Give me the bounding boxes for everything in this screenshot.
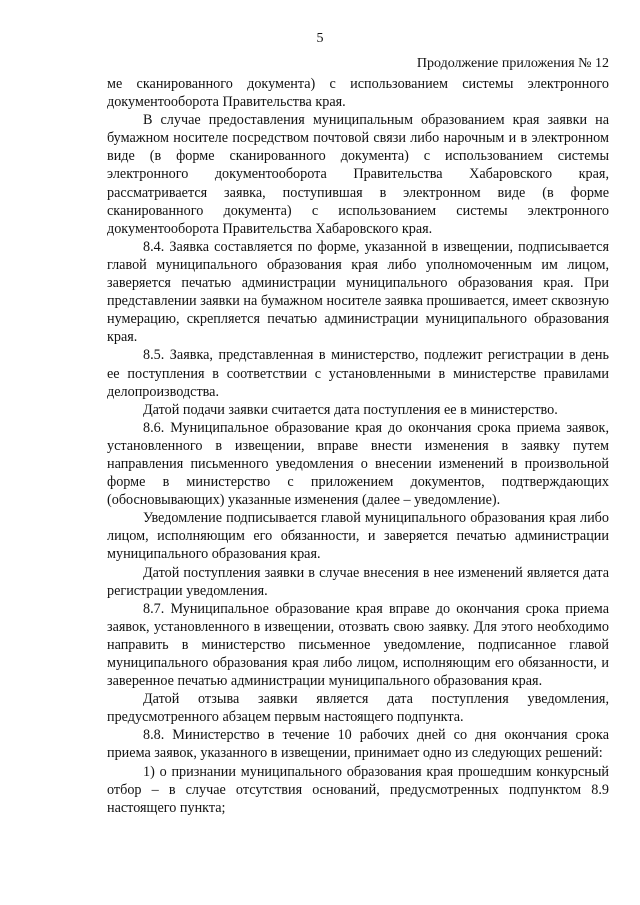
paragraph: 8.5. Заявка, представленная в министерство, подлежит регистрации в день ее поступления в соответствии с установленными в министерстве правилами делопроизводства. [107, 347, 609, 400]
paragraph: Уведомление подписывается главой муниципального образования края либо лицом, исполняющим его обязанности, и заверяется печатью администрации муниципального образования края. [107, 510, 609, 563]
appendix-continuation: Продолжение приложения № 12 [416, 56, 609, 71]
paragraph: 8.6. Муниципальное образование края до окончания срока приема заявок, установленного в извещении, вправе внести изменения в заявку путем направления письменного уведомления о внесении изменений в произвольной форме в министерство с приложением документов, подтверждающих (обосновывающих) указанные изменения (далее – уведомление). [107, 419, 609, 509]
paragraph: Датой отзыва заявки является дата поступления уведомления, предусмотренного абзацем первым настоящего подпункта. [107, 691, 609, 726]
paragraph: Датой поступления заявки в случае внесения в нее изменений является дата регистрации уведомления. [107, 564, 609, 599]
page-number: 5 [316, 31, 324, 46]
paragraph: 1) о признании муниципального образования края прошедшим конкурсный отбор – в случае отсутствия оснований, предусмотренных подпунктом 8.9 настоящего пункта; [107, 763, 609, 816]
paragraph: 8.4. Заявка составляется по форме, указанной в извещении, подписывается главой муниципального образования края либо уполномоченным им лицом, заверяется печатью администрации муниципального образования края. При представлении заявки на бумажном носителе заявка прошивается, имеет сквозную нумерацию, скрепляется печатью администрации муниципального образования края. [107, 238, 609, 346]
paragraph: ме сканированного документа) с использованием системы электронного документооборота Правительства края. [107, 76, 609, 111]
document-body [107, 75, 609, 817]
paragraph: В случае предоставления муниципальным образованием края заявки на бумажном носителе посредством почтовой связи либо нарочным и в электронном виде (в форме сканированного документа) с использованием системы электронного документооборота Правительства Хабаровского края, рассматривается заявка, поступившая в электронном виде (в форме сканированного документа) с использованием системы электронного документооборота Правительства Хабаровского края. [107, 112, 609, 237]
paragraph: 8.7. Муниципальное образование края вправе до окончания срока приема заявок, установленного в извещении, отозвать свою заявку. Для этого необходимо направить в министерство письменное уведомление, подписанное главой муниципального образования края либо лицом, исполняющим его обязанности, и заверенное печатью администрации муниципального образования края. [107, 600, 609, 690]
paragraph: Датой подачи заявки считается дата поступления ее в министерство. [143, 401, 558, 418]
paragraph: 8.8. Министерство в течение 10 рабочих дней со дня окончания срока приема заявок, указанного в извещении, принимает одно из следующих решений: [107, 727, 609, 762]
